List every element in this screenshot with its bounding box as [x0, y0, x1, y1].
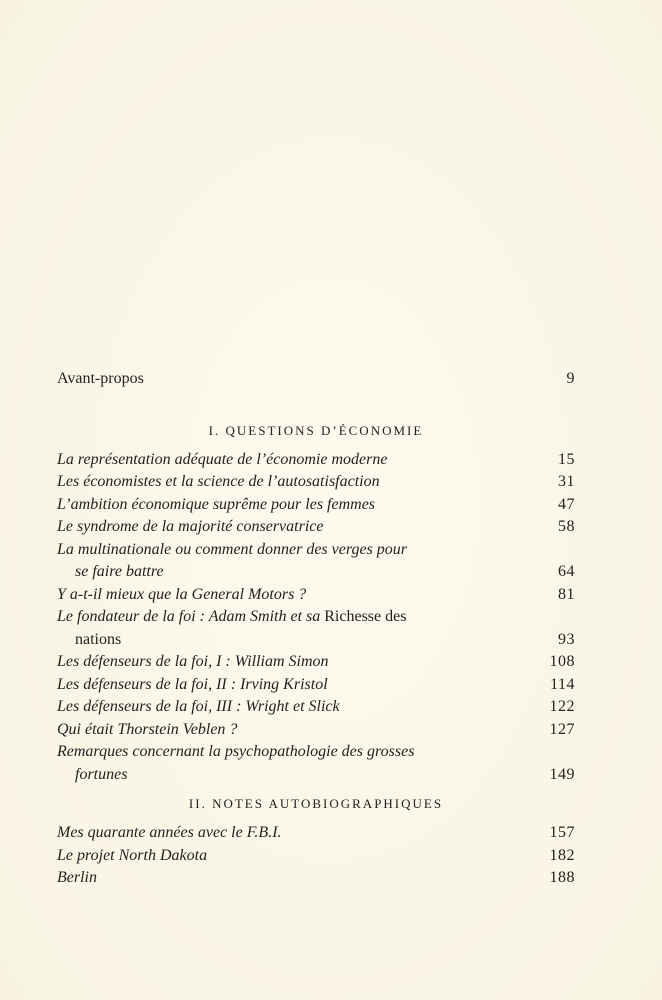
toc-entry[interactable]	[57, 606, 575, 651]
toc-entry-page: 108	[549, 653, 575, 670]
toc-entry-title: Les défenseurs de la foi, II : Irving Kristol	[57, 675, 328, 693]
toc-entry-title-upright: Richesse des	[324, 608, 407, 625]
toc-entry-title: Les défenseurs de la foi, I : William Simon	[57, 653, 329, 670]
toc-entry-title	[57, 606, 575, 651]
toc-entry[interactable]	[57, 741, 575, 786]
toc-entry-page: 188	[549, 869, 575, 886]
toc-entry-page: 149	[549, 765, 575, 783]
toc-entry-page: 93	[558, 630, 575, 648]
toc-entry-title: Les économistes et la science de l’autosatisfaction	[57, 473, 380, 490]
toc-entry-title: L’ambition économique suprême pour les femmes	[57, 495, 376, 513]
toc-entry[interactable]	[57, 449, 575, 472]
toc-entry-page: 114	[550, 675, 575, 693]
toc-entry-title: La représentation adéquate de l’économie moderne	[57, 450, 388, 468]
section-heading-questions: I. QUESTIONS D’ÉCONOMIE	[208, 422, 424, 438]
toc-entry-title-line1: Remarques concernant la psychopathologie des grosses	[57, 743, 415, 760]
toc-entry-title-line1: La multinationale ou comment donner des verges pour	[57, 540, 408, 558]
toc-entry[interactable]	[57, 651, 575, 674]
toc-entry-page: 15	[558, 450, 575, 468]
toc-entry-page: 9	[566, 370, 575, 387]
toc-entry-page: 31	[558, 473, 575, 490]
toc-entry-page: 47	[558, 495, 575, 513]
toc-entry-title: Avant-propos	[57, 370, 144, 387]
toc-entry-title-line2: se faire battre	[75, 563, 164, 580]
toc-entry-page: 122	[549, 698, 575, 715]
toc-entry[interactable]	[57, 584, 575, 607]
toc-entry-page: 58	[558, 518, 575, 535]
toc-entry-title-line1: Le fondateur de la foi : Adam Smith et sa	[57, 608, 321, 625]
toc-entry-title: Les défenseurs de la foi, III : Wright et Slick	[57, 698, 340, 715]
toc-entry-title: Le projet North Dakota	[57, 846, 208, 864]
toc-entry[interactable]	[57, 494, 575, 517]
toc-entry[interactable]	[57, 516, 575, 539]
toc-entry-page: 64	[558, 563, 575, 580]
toc-entry-title	[57, 539, 575, 584]
toc-entry[interactable]	[57, 867, 575, 890]
toc-entry-title: Berlin	[57, 869, 97, 886]
toc-entry[interactable]	[57, 696, 575, 719]
toc-entry[interactable]	[57, 719, 575, 742]
spacer	[57, 391, 575, 413]
toc-entry-title	[57, 741, 575, 786]
toc-entry-title: Qui était Thorstein Veblen ?	[57, 720, 238, 738]
toc-entry-title: Y a-t-il mieux que la General Motors ?	[57, 585, 307, 603]
toc-entry[interactable]	[57, 822, 575, 845]
toc-entry-avant-propos[interactable]	[57, 368, 575, 391]
toc-entry-title-line2: fortunes	[75, 765, 128, 783]
toc-entry-page: 182	[549, 846, 575, 864]
toc-entry[interactable]	[57, 845, 575, 868]
toc-entry-title: Le syndrome de la majorité conservatrice	[57, 518, 324, 535]
toc-entry-title-line2: nations	[75, 630, 122, 648]
toc-entry[interactable]	[57, 471, 575, 494]
table-of-contents	[57, 368, 575, 890]
section-heading-notes: II. NOTES AUTOBIOGRAPHIQUES	[188, 796, 444, 811]
toc-entry[interactable]	[57, 674, 575, 697]
toc-entry[interactable]	[57, 539, 575, 584]
toc-entry-page: 157	[549, 824, 575, 841]
toc-entry-title: Mes quarante années avec le F.B.I.	[57, 824, 282, 841]
toc-entry-page: 127	[549, 720, 575, 738]
toc-entry-page: 81	[558, 585, 575, 603]
